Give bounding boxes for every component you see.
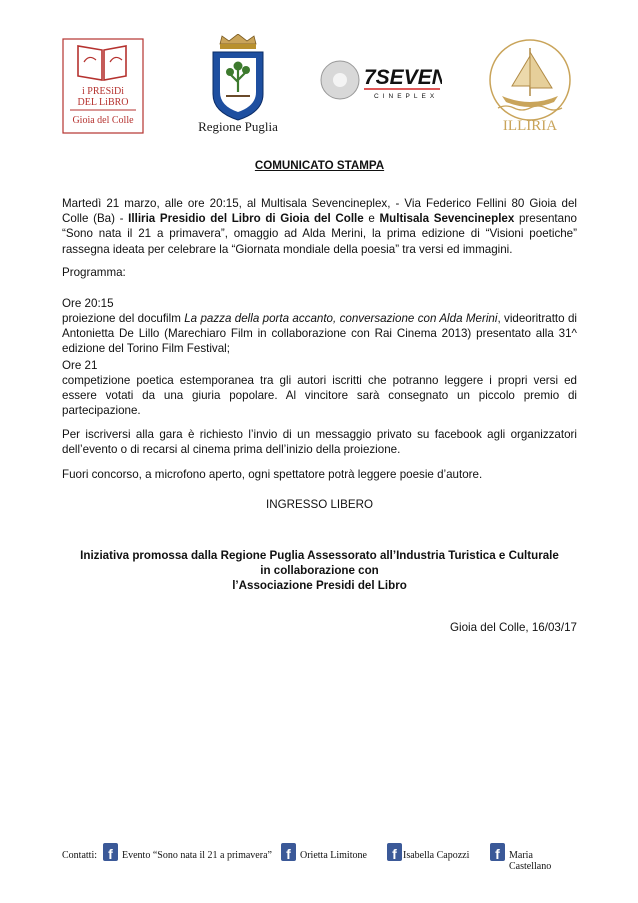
document-date: Gioia del Colle, 16/03/17 [450,621,577,634]
contacts-footer [62,843,577,872]
event1-text-1: proiezione del docufilm [62,312,185,325]
seven-sub-text: CINEPLEX [374,93,439,100]
event2-time: Ore 21 [62,359,98,372]
iniziativa-line1: Iniziativa promossa dalla Regione Puglia Assessorato all’Industria Turistica e Culturale [80,549,559,562]
event1-text-2: , videoritratto di Antonietta De Lillo (Marechiaro Film in collaborazione con Rai Cinema 2013) presentato alla 31^ edizione del Torino Film Festival; [62,312,577,356]
intro-bold-multisala: Multisala Sevencineplex [379,212,515,226]
presidi-del-libro-logo [62,38,144,134]
illiria-caption: ILLIRIA [502,118,558,134]
presidi-line3: Gioia del Colle [72,115,134,126]
intro-text-3: presentano “Sono nata il 21 a primavera”, omaggio ad Alda Merini, la prima edizione di “Visioni poetiche” rassegna ideata per celebrare la “Giornata mondiale della poesia” tra versi ed immagini. [62,212,577,256]
contact-link-maria[interactable]: Maria Castellano [509,850,552,872]
facebook-icon[interactable]: f [103,843,118,861]
illiria-logo [484,38,576,134]
document-title: COMUNICATO STAMPA [254,159,385,172]
fuori-concorso-paragraph: Fuori concorso, a microfono aperto, ogni spettatore potrà leggere poesie d’autore. [62,468,483,481]
illiria-ship-icon [484,38,576,134]
facebook-icon[interactable]: f [281,843,296,861]
regione-puglia-logo [188,34,288,134]
programma-heading: Programma: [62,266,126,279]
logo-bar [0,30,638,140]
presidi-book-icon [62,38,144,134]
ingresso-libero: INGRESSO LIBERO [266,498,373,511]
intro-paragraph [62,196,577,257]
event2-description: competizione poetica estemporanea tra gli autori iscritti che potranno leggere i propri versi ed essere votati da una giuria popolare. Al vincitore sarà consegnato un piccolo premio di partecipazione. [62,374,577,418]
contacts-label: Contatti: [62,850,97,861]
presidi-line2: DEL LiBRO [77,97,129,108]
presidi-line1: i PRESiDi [82,86,124,97]
contact-link-orietta[interactable]: Orietta Limitone [300,850,367,861]
puglia-caption: Regione Puglia [198,119,278,134]
iniziativa-line2: in collaborazione con [260,564,379,577]
iscrizione-paragraph: Per iscriversi alla gara è richiesto l’invio di un messaggio privato su facebook agli organizzatori dell’evento o di recarsi al cinema prima dell’inizio della proiezione. [62,428,577,457]
puglia-crest-icon [188,34,288,134]
facebook-icon[interactable]: f [387,843,402,861]
seven-cineplex-logo [318,60,442,102]
iniziativa-line3: l’Associazione Presidi del Libro [232,579,407,592]
seven-film-icon [318,60,442,102]
contact-link-isabella[interactable]: Isabella Capozzi [403,850,470,861]
event1-film-title: La pazza della porta accanto, conversazione con Alda Merini [184,312,498,325]
facebook-icon[interactable]: f [490,843,505,861]
intro-bold-illiria: Illiria Presidio del Libro di Gioia del Colle [128,212,364,226]
intro-text-1: Martedì 21 marzo, alle ore 20:15, al Multisala Sevencineplex, - Via Federico Fellini 80 Gioia del Colle (Ba) - [62,197,577,226]
event1-time: Ore 20:15 [62,297,114,310]
event1-description [62,311,577,357]
contact-link-evento[interactable]: Evento “Sono nata il 21 a primavera” [122,850,272,861]
intro-text-2: e [363,212,380,226]
seven-main-text: 7SEVEN [364,66,442,89]
